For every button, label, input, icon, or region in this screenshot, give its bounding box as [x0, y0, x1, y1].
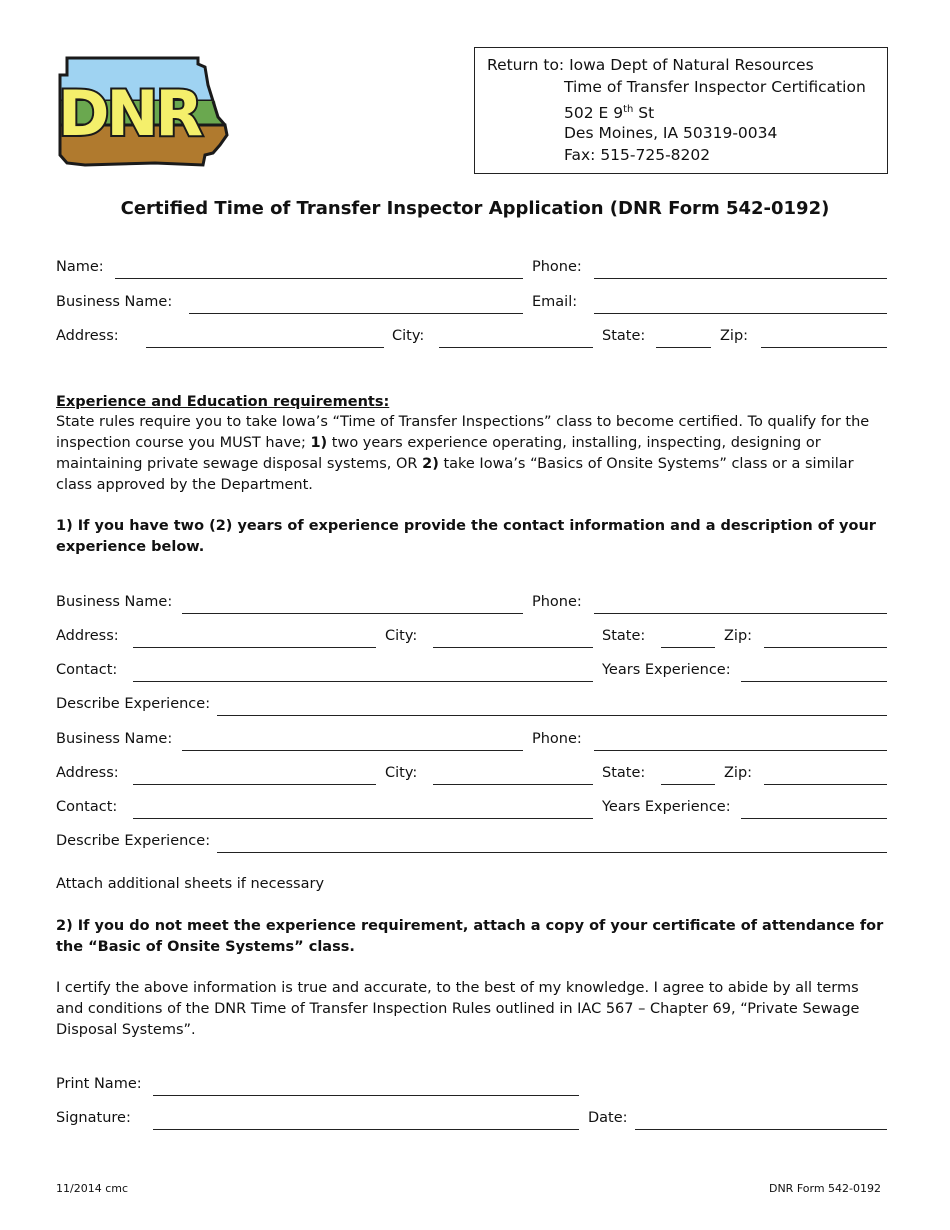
- print-name-field[interactable]: [153, 1077, 579, 1096]
- exp1-zip-label: Zip:: [724, 628, 753, 644]
- exp2-state-label: State:: [602, 765, 646, 781]
- exp1-years-field[interactable]: [741, 663, 887, 682]
- exp2-zip-field[interactable]: [764, 766, 887, 785]
- address-field[interactable]: [146, 329, 384, 348]
- exp2-years-label: Years Experience:: [602, 799, 731, 815]
- logo-letters: DNR: [58, 77, 201, 150]
- exp2-business-name-field[interactable]: [182, 732, 523, 751]
- exp2-address-label: Address:: [56, 765, 119, 781]
- city-label: City:: [392, 328, 425, 344]
- zip-field[interactable]: [761, 329, 887, 348]
- exp1-business-name-field[interactable]: [182, 595, 523, 614]
- exp2-describe-label: Describe Experience:: [56, 833, 211, 849]
- exp1-state-label: State:: [602, 628, 646, 644]
- email-label: Email:: [532, 294, 578, 310]
- attach-note: Attach additional sheets if necessary: [56, 876, 325, 892]
- exp2-city-field[interactable]: [433, 766, 593, 785]
- exp2-describe-field[interactable]: [217, 834, 887, 853]
- city-field[interactable]: [439, 329, 593, 348]
- footer-form-number: DNR Form 542-0192: [768, 1182, 881, 1195]
- exp2-zip-label: Zip:: [724, 765, 753, 781]
- dnr-logo: [55, 55, 233, 173]
- exp1-contact-field[interactable]: [133, 663, 593, 682]
- exp1-years-label: Years Experience:: [602, 662, 731, 678]
- business-name-label: Business Name:: [56, 294, 173, 310]
- exp1-business-name-label: Business Name:: [56, 594, 173, 610]
- exp2-state-field[interactable]: [661, 766, 715, 785]
- return-line-1: Return to: Iowa Dept of Natural Resources: [487, 56, 814, 74]
- exp1-phone-field[interactable]: [594, 595, 887, 614]
- exp1-describe-field[interactable]: [217, 697, 887, 716]
- phone-label: Phone:: [532, 259, 582, 275]
- exp1-phone-label: Phone:: [532, 594, 582, 610]
- exp1-address-field[interactable]: [133, 629, 376, 648]
- name-field[interactable]: [115, 260, 523, 279]
- return-line-4: Des Moines, IA 50319-0034: [564, 124, 778, 142]
- business-name-field[interactable]: [189, 295, 523, 314]
- exp2-address-field[interactable]: [133, 766, 376, 785]
- exp2-years-field[interactable]: [741, 800, 887, 819]
- exp2-phone-label: Phone:: [532, 731, 582, 747]
- zip-label: Zip:: [720, 328, 749, 344]
- address-label: Address:: [56, 328, 119, 344]
- signature-field[interactable]: [153, 1111, 579, 1130]
- requirements-text: State rules require you to take Iowa’s “Time of Transfer Inspections” class to become certified. To qualify for the inspection course you MUST have; 1) two years experience operating, installing, inspecting, designing or maintaining private sewage disposal systems, OR 2) take Iowa’s “Basics of Onsite Systems” class or a similar class approved by the Department.: [56, 414, 870, 493]
- exp2-contact-field[interactable]: [133, 800, 593, 819]
- exp2-city-label: City:: [385, 765, 418, 781]
- section-2-heading: 2) If you do not meet the experience requirement, attach a copy of your certificate of attendance for the “Basic of Onsite Systems” class.: [56, 918, 884, 955]
- return-line-5: Fax: 515-725-8202: [564, 146, 711, 164]
- phone-field[interactable]: [594, 260, 887, 279]
- name-label: Name:: [56, 259, 104, 275]
- exp1-address-label: Address:: [56, 628, 119, 644]
- date-label: Date:: [588, 1110, 628, 1126]
- exp1-city-label: City:: [385, 628, 418, 644]
- footer-date: 11/2014 cmc: [56, 1182, 129, 1195]
- return-line-3: 502 E 9th St: [564, 104, 655, 123]
- exp2-contact-label: Contact:: [56, 799, 118, 815]
- return-address-box: [474, 47, 888, 174]
- exp1-contact-label: Contact:: [56, 662, 118, 678]
- exp1-zip-field[interactable]: [764, 629, 887, 648]
- print-name-label: Print Name:: [56, 1076, 142, 1092]
- email-field[interactable]: [594, 295, 887, 314]
- exp1-describe-label: Describe Experience:: [56, 696, 211, 712]
- requirements-heading: Experience and Education requirements:: [56, 394, 390, 410]
- signature-label: Signature:: [56, 1110, 131, 1126]
- page-title: Certified Time of Transfer Inspector Application (DNR Form 542-0192): [120, 198, 830, 219]
- state-label: State:: [602, 328, 646, 344]
- state-field[interactable]: [656, 329, 711, 348]
- exp1-city-field[interactable]: [433, 629, 593, 648]
- date-field[interactable]: [635, 1111, 887, 1130]
- exp1-state-field[interactable]: [661, 629, 715, 648]
- section-1-heading: 1) If you have two (2) years of experience provide the contact information and a description of your experience below.: [56, 518, 876, 555]
- exp2-business-name-label: Business Name:: [56, 731, 173, 747]
- certification-text: I certify the above information is true and accurate, to the best of my knowledge. I agree to abide by all terms and conditions of the DNR Time of Transfer Inspection Rules outlined in IAC 567 – Chapter 69, “Private Sewage Disposal Systems”.: [56, 980, 860, 1038]
- exp2-phone-field[interactable]: [594, 732, 887, 751]
- return-line-2: Time of Transfer Inspector Certification: [564, 78, 866, 96]
